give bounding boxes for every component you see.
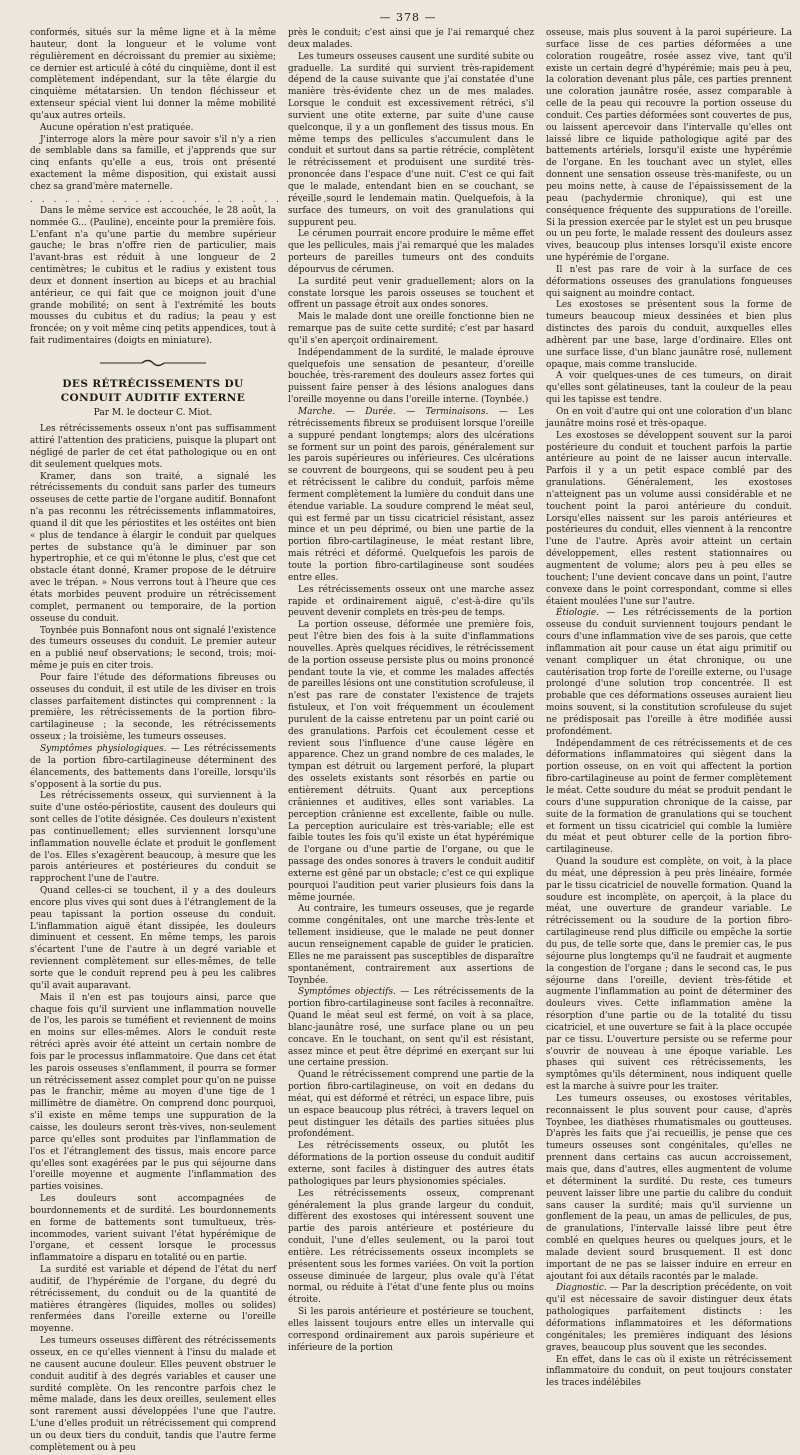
section-text: — Les rétrécissements fibreux se produisent lorsque l'oreille a suppuré pendant longtemps; alors des ulcérations se forment sur un point des parois, généralement sur les parois supérieures ou inférieures. Ces ulcérations se couvrent de bourgeons, qui se soudent peu à peu et rétrécissent le calibre du conduit, parfois même ferment complètement la lumière du conduit dans une étendue variable. La soudure comprend le méat seul, qui est fermé par un tissu cicatriciel résistant, assez mince et un peu déprimé, ou bien une partie de la portion fibro-cartilagineuse, le méat restant libre, mais rétréci et déformé. Quelquefois les parois de toute la portion fibro-cartilagineuse sont soudées entre elles. (288, 407, 534, 583)
paragraph: Quand la soudure est complète, on voit, à la place du méat, une dépression à peu près linéaire, formée par le tissu cicatriciel de nouvelle formation. Quand la soudure est incomplète, on aperçoit, à la place du méat, une ouverture de grandeur variable. Le rétrécissement ou la soudure de la portion fibro-cartilagineuse rend plus difficile ou empêche la sortie du pus, de telle sorte que, dans le premier cas, le pus séjourne plus longtemps qu'il ne faudrait et augmente la congestion de l'organe ; dans le second cas, le pus séjourne dans l'oreille, devient très-fétide et augmente l'inflammation au point de déterminer des douleurs vives. Cette inflammation amène la résorption d'une partie ou de la totalité du tissu cicatriciel, et une ouverture se fait à la place occupée par ce tissu. L'ouverture persiste ou se referme pour s'ouvrir de nouveau à une époque variable. Les phases qui suivent ces rétrécissements, les symptômes qu'ils déterminent, nous indiquent quelle est la marche à suivre pour les traiter. (546, 857, 792, 1093)
paragraph: Les rétrécissements osseux n'ont pas suffisamment attiré l'attention des praticiens, puisque la plupart ont négligé de parler de cet état pathologique ou en ont dit seulement quelques mots. (30, 424, 276, 470)
paragraph: conformés, situés sur la même ligne et à la même hauteur, dont la longueur et le volume vont régulièrement en décroissant du premier au sixième; ce dernier est articulé à côté du cinquième, dont il est complètement indépendant, sur la tête élargie du cinquième métatarsien. Un tendon fléchisseur et extenseur spécial vient lui donner la même mobilité qu'aux autres orteils. (30, 28, 276, 121)
paragraph: Les rétrécissements osseux, qui surviennent à la suite d'une ostéo-périostite, causent des douleurs qui sont celles de l'otite désignée. Ces douleurs n'existent pas continuellement; elles surviennent lorsqu'une inflammation nouvelle éclate et produit le gonflement de l'os. Elles s'exagèrent beaucoup, à mesure que les parois antérieures et postérieures du conduit se rapprochent l'une de l'autre. (30, 791, 276, 885)
paragraph: Les exostoses se développent souvent sur la paroi postérieure du conduit et touchent parfois la partie antérieure au point de ne laisser aucun intervalle. Parfois il y a un petit espace comblé par des granulations. Généralement, les exostoses n'atteignent pas un volume aussi considérable et ne touchent point la paroi antérieure du conduit. Lorsqu'elles naissent sur les parois antérieures et postérieures du conduit, elles viennent à la rencontre l'une de l'autre. Après avoir atteint un certain développement, elles restent stationnaires ou augmentent de volume; alors peu à peu elles se touchent; l'une devient concave dans un point, l'autre convexe dans le point correspondant, comme si elles étaient moulées l'une sur l'autre. (546, 430, 792, 607)
section-lead: Diagnostic. (556, 1283, 607, 1294)
paragraph: près le conduit; c'est ainsi que je l'ai remarqué chez deux malades. (288, 28, 534, 50)
ornament-rule-icon (98, 358, 208, 368)
paragraph: Les rétrécissements osseux, ou plutôt les déformations de la portion osseuse du conduit auditif externe, sont faciles à distinguer des autres états pathologiques par leurs physionomies spéciales. (288, 1141, 534, 1187)
paragraph: Toynbée puis Bonnafont nous ont signalé l'existence des tumeurs osseuses du conduit. Le premier auteur en a publié neuf observations; le second, trois; moi-même je puis en citer trois. (30, 625, 276, 672)
paragraph: J'interroge alors la mère pour savoir s'il n'y a rien de semblable dans sa famille, et j'apprends que sur cinq enfants qu'elle a eus, trois ont présenté exactement la même disposition, qui existait aussi chez sa grand'mère maternelle. (30, 134, 276, 192)
column-1 (30, 28, 341, 1455)
paragraph: Quand celles-ci se touchent, il y a des douleurs encore plus vives qui sont dues à l'étranglement de la peau tapissant la portion osseuse du conduit. L'inflammation aiguë étant dissipée, les douleurs diminuent et cessent. En même temps, les parois s'écartent l'une de l'autre à un degré variable et reviennent complètement sur elles-mêmes, de telle sorte que le conduit reprend peu à peu les calibres qu'il avait auparavant. (30, 886, 276, 991)
section-text: — Les rétrécissements de la portion fibro-cartilagineuse déterminent des élancements, des battements dans l'oreille, lorsqu'ils s'opposent à la sortie du pus. (30, 743, 276, 790)
paragraph (546, 1283, 792, 1354)
section-text: — Par la description précédente, on voit qu'il est nécessaire de savoir distinguer deux états pathologiques parfaitement distincts : les déformations inflammatoires et les déformations congénitales; les premières indiquant des lésions graves, beaucoup plus souvent que les secondes. (546, 1283, 792, 1353)
paragraph: Indépendamment de la surdité, le malade éprouve quelquefois une sensation de pesanteur, d'oreille bouchée, très-rarement des douleurs assez fortes qui puissent faire penser à des lésions analogues dans l'oreille moyenne ou dans l'oreille interne. (Toynbée.) (288, 347, 534, 406)
paragraph: Kramer, dans son traité, a signalé les rétrécissements du conduit sans parler des tumeurs osseuses de cette partie de l'organe auditif. Bonnafont n'a pas reconnu les rétrécissements inflammatoires, quand il dit que les périostites et les ostéites ont bien « plus de tendance à élargir le conduit par quelques pertes de substance qu'à le diminuer par son hypertrophie, et ce qui m'étonne le plus, c'est que cet obstacle étant donné, Kramer propose de le détruire avec le trépan. » Nous verrons tout à l'heure que ces états morbides peuvent produire un rétrécissement complet, permanent ou temporaire, de la portion osseuse du conduit. (30, 471, 276, 624)
section-text: — Les rétrécissements de la portion osseuse du conduit surviennent toujours pendant le cours d'une inflammation vive de ses parois, que cette inflammation ait pour cause un état aigu primitif ou venant compliquer un état chronique, ou une cautérisation trop forte de l'oreille externe, ou l'usage prolongé d'une solution trop concentrée. Il est probable que ces déformations osseuses auraient lieu moins souvent, si la constitution scrofuleuse du sujet ne prédisposait pas l'oreille à être modifiée aussi profondément. (546, 608, 792, 737)
paragraph: Le cérumen pourrait encore produire le même effet que les pellicules, mais j'ai remarqué que les malades porteurs de pareilles tumeurs ont des conduits dépourvus de cérumen. (288, 229, 534, 275)
article-title: DES RÉTRÉCISSEMENTS DU CONDUIT AUDITIF EXTERNE (60, 377, 246, 404)
article-byline: Par M. le docteur C. Miot. (93, 408, 213, 419)
section-text: — Les rétrécissements de la portion fibro-cartilagineuse sont faciles à reconnaître. Quand le méat seul est fermé, on voit à sa place, blanc-jaunâtre rosé, une surface plane ou un peu concave. En le touchant, on sent qu'il est résistant, assez mince et peut être déprimé en exerçant sur lui une certaine pression. (288, 987, 534, 1069)
text-columns (30, 28, 792, 1453)
paragraph: Il n'est pas rare de voir à la surface de ces déformations osseuses des granulations fongueuses qui saignent au moindre contact. (546, 264, 792, 299)
paragraph: Les exostoses se présentent sous la forme de tumeurs beaucoup mieux dessinées et bien plus distinctes des parois du conduit, auxquelles elles adhèrent par une base, large d'ordinaire. Elles ont une surface lisse, d'un blanc jaunâtre rosé, nullement opaque, mais comme translucide. (546, 300, 792, 370)
paragraph (288, 987, 534, 1070)
column-3 (546, 28, 792, 1455)
paragraph (546, 608, 792, 738)
paragraph: Aucune opération n'est pratiquée. (40, 122, 194, 133)
dotted-separator: . . . . . . . . . . . . . . . . . . . . . . . . . . . (30, 194, 341, 205)
paragraph: Les tumeurs osseuses causent une surdité subite ou graduelle. La surdité qui survient très-rapidement dépend de la cause suivante que j'ai constatée d'une manière très-évidente chez un de mes malades. Lorsque le conduit est excessivement rétréci, s'il survient une otite externe, par suite d'une cause quelconque, il y a un gonflement des tissus mous. En même temps des pellicules s'accumulent dans le conduit et surtout dans sa partie rétrécie, complètent le rétrécissement et produisent une surdité très-prononcée dans l'espace d'une nuit. C'est ce qui fait que le malade, entendant bien en se couchant, se réveille sourd le lendemain matin. Quelquefois, à la surface des tumeurs, on voit des granulations qui suppurent peu. (288, 51, 534, 228)
paragraph: Les rétrécissements osseux, comprenant généralement la plus grande largeur du conduit, diffèrent des exostoses qui intéressent souvent une partie des parois antérieure et postérieure du conduit, l'une d'elles seulement, ou la paroi tout entière. Les rétrécissements osseux incomplets se présentent sous les formes variées. On voit la portion osseuse diminuée de largeur, plus ovale qu'à l'état normal, ou réduite à l'état d'une fente plus ou moins étroite. (288, 1188, 534, 1306)
paragraph: Les tumeurs osseuses diffèrent des rétrécissements osseux, en ce qu'elles viennent à l'insu du malade et ne causent aucune douleur. Elles peuvent obstruer le conduit auditif à des degrés variables et causer une surdité complète. On les rencontre parfois chez le même malade, dans les deux oreilles, seulement elles sont rarement aussi développées l'une que l'autre. L'une d'elles produit un rétrécissement qui comprend un ou deux tiers du conduit, tandis que l'autre ferme complètement ou à peu (30, 1336, 276, 1453)
paragraph: Mais le malade dont une oreille fonctionne bien ne remarque pas de suite cette surdité; c'est par hasard qu'il s'en aperçoit ordinairement. (288, 312, 534, 346)
section-lead: Étiologie. (556, 608, 600, 619)
page-number: — 378 — (379, 11, 437, 24)
paragraph: Les rétrécissements osseux ont une marche assez rapide et ordinairement aiguë, c'est-à-dire qu'ils peuvent devenir complets en très-peu de temps. (288, 584, 534, 619)
paragraph (288, 407, 534, 585)
paragraph: Mais il n'en est pas toujours ainsi, parce que chaque fois qu'il survient une inflammation nouvelle de l'os, les parois se tuméfient et reviennent de moins en moins sur elles-mêmes. Alors le conduit reste rétréci après avoir été atteint un certain nombre de fois par le processus inflammatoire. Que dans cet état les parois osseuses s'enflamment, il pourra se former un rétrécissement assez complet pour qu'on ne puisse pas le franchir, même au moyen d'une tige de 1 millimètre de diamètre. On comprend donc pourquoi, s'il existe en même temps une suppuration de la caisse, les douleurs seront très-vives, non-seulement parce qu'elles sont produites par l'inflammation de l'os et l'étranglement des tissus, mais encore parce qu'elles sont exagérées par le pus qui séjourne dans l'oreille moyenne et augmente l'inflammation des parties voisines. (30, 992, 276, 1193)
paragraph: Quand le rétrécissement comprend une partie de la portion fibro-cartilagineuse, on voit en dedans du méat, qui est déformé et rétréci, un espace libre, puis un espace beaucoup plus rétréci, à travers lequel on peut distinguer les détails des parties situées plus profondément. (288, 1070, 534, 1140)
paragraph: Indépendamment de ces rétrécissements et de ces déformations inflammatoires qui siègent dans la portion osseuse, on en voit qui affectent la portion fibro-cartilagineuse au point de fermer complètement le méat. Cette soudure du méat se produit pendant le cours d'une suppuration chronique de la caisse, par suite de la formation de granulations qui se touchent et forment un tissu cicatriciel qui comble la lumière du méat et peut obturer celle de la portion fibro-cartilagineuse. (546, 738, 792, 856)
section-lead: Marche. — Durée. — Terminaisons. (298, 407, 489, 417)
paragraph: Dans le même service est accouchée, le 28 août, la nommée G... (Pauline), enceinte pour la première fois. L'enfant n'a qu'une partie du membre supérieur gauche; le bras n'offre rien de particulier, mais l'avant-bras est réduit à une longueur de 2 centimètres; le cubitus et le radius y existent tous deux et donnent insertion au biceps et au brachial antérieur, ce qui fait que ce moignon jouit d'une grande mobilité; on sent à l'extrémité les bouts mousses du cubitus et du radius; la peau y est froncée; on y voit même cinq petits appendices, tout à fait rudimentaires (doigts en miniature). (30, 205, 276, 347)
paragraph: Pour faire l'étude des déformations fibreuses ou osseuses du conduit, il est utile de les diviser en trois classes parfaitement distinctes qui comprennent : la première, les rétrécissements de la portion fibro-cartilagineuse ; la seconde, les rétrécissements osseux ; la troisième, les tumeurs osseuses. (30, 672, 276, 743)
paragraph: Si les parois antérieure et postérieure se touchent, elles laissent toujours entre elles un intervalle qui correspond ordinairement aux parois supérieure et inférieure de la portion (288, 1307, 534, 1353)
paragraph: En effet, dans le cas où il existe un rétrécissement inflammatoire du conduit, on peut toujours constater les traces indélébiles (546, 1354, 792, 1389)
paragraph: A voir quelques-unes de ces tumeurs, on dirait qu'elles sont gélatineuses, tant la couleur de la peau qui les tapisse est tendre. (546, 371, 792, 406)
paragraph: On en voit d'autre qui ont une coloration d'un blanc jaunâtre moins rosé et très-opaque. (546, 407, 792, 429)
paragraph: Les tumeurs osseuses, ou exostoses véritables, reconnaissent le plus souvent pour cause, d'après Toynbee, les diathèses rhumatismales ou goutteuses. D'après les faits que j'ai recueillis, je pense que ces tumeurs osseuses sont congénitales, qu'elles ne prennent dans certains cas aucun accroissement, mais que, dans d'autres, elles augmentent de volume et déterminent la surdité. Du reste, ces tumeurs peuvent laisser libre une partie du calibre du conduit sans causer la surdité; mais qu'il survienne un gonflement de la peau, un amas de pellicules, de pus, de granulations, l'intervalle laissé libre peut être comblé en quelques heures ou quelques jours, et le malade devient sourd brusquement. Il est donc important de ne pas se laisser induire en erreur en ajoutant foi aux détails racontés par le malade. (546, 1093, 792, 1282)
paragraph: La portion osseuse, déformée une première fois, peut l'être bien des fois à la suite d'inflammations nouvelles. Après quelques récidives, le rétrécissement de la portion osseuse persiste plus ou moins prononcé pendant toute la vie, et comme les malades affectés de pareilles lésions ont une constitution scrofuleuse, il n'est pas rare de constater l'existence de trajets fistuleux, et l'on voit fréquemment un écoulement purulent de la caisse entretenu par un point carié ou des granulations. Parfois cet écoulement cesse et revient sous l'influence d'une cause légère en apparence. Chez un grand nombre de ces malades, le tympan est détruit ou largement perforé, la plupart des osselets existants sont résorbés en partie ou entièrement détruits. Quant aux perceptions crâniennes et auditives, elles sont variables. La perception crânienne est excellente, faible ou nulle. La perception auriculaire est très-variable; elle est faible toutes les fois qu'il existe un état hypérémique de l'organe ou d'une partie de l'organe, ou que le passage des ondes sonores à travers le conduit auditif externe est gêné par un obstacle; c'est ce qui explique pourquoi l'audition peut varier plusieurs fois dans la même journée. (288, 620, 534, 903)
section-lead: Symptômes objectifs. (298, 987, 396, 998)
paragraph: osseuse, mais plus souvent à la paroi supérieure. La surface lisse de ces parties déformées a une coloration rougeâtre, rosée assez vive, tant qu'il existe un certain degré d'hypérémie; mais peu à peu, la coloration devenant plus pâle, ces parties prennent une coloration jaunâtre rosée, assez comparable à celle de la peau qui recouvre la portion osseuse du conduit. Ces parties déformées sont couvertes de pus, ou laissent apercevoir dans l'intervalle qu'elles ont laissé libre ce liquide pathologique agité par des battements artériels, lorsqu'il existe une hypérémie de l'organe. En les touchant avec un stylet, elles donnent une sensation osseuse très-manifeste, ou un peu moins nette, à cause de l'épaississement de la peau (pachydermie chronique), qui est une conséquence fréquente des suppurations de l'oreille. Si la pression exercée par le stylet est un peu brusque ou un peu forte, le malade ressent des douleurs assez vives, beaucoup plus intenses lorsqu'il existe encore une hypérémie de l'organe. (546, 28, 792, 264)
paragraph: La surdité est variable et dépend de l'état du nerf auditif, de l'hypérémie de l'organe, du degré du rétrécissement, du conduit ou de la quantité de matières étrangères (liquides, molles ou solides) renfermées dans l'oreille externe ou l'oreille moyenne. (30, 1265, 276, 1335)
column-2 (288, 28, 534, 1455)
paragraph: Au contraire, les tumeurs osseuses, que je regarde comme congénitales, ont une marche très-lente et tellement insidieuse, que le malade ne peut donner aucun renseignement capable de guider le praticien. Elles ne me paraissent pas susceptibles de disparaître spontanément, contrairement aux assertions de Toynbée. (288, 904, 534, 986)
paragraph: Les douleurs sont accompagnées de bourdonnements et de surdité. Les bourdonnements en forme de battements sont tumultueux, très-incommodes, varient suivant l'état hypérémique de l'organe, et cessent lorsque le processus inflammatoire a disparu en totalité ou en partie. (30, 1194, 276, 1264)
paragraph: La surdité peut venir graduellement; alors on la constate lorsque les parois osseuses se touchent et offrent un passage étroit aux ondes sonores. (288, 276, 534, 311)
section-lead: Symptômes physiologiques. (40, 743, 167, 754)
paragraph (30, 744, 276, 791)
